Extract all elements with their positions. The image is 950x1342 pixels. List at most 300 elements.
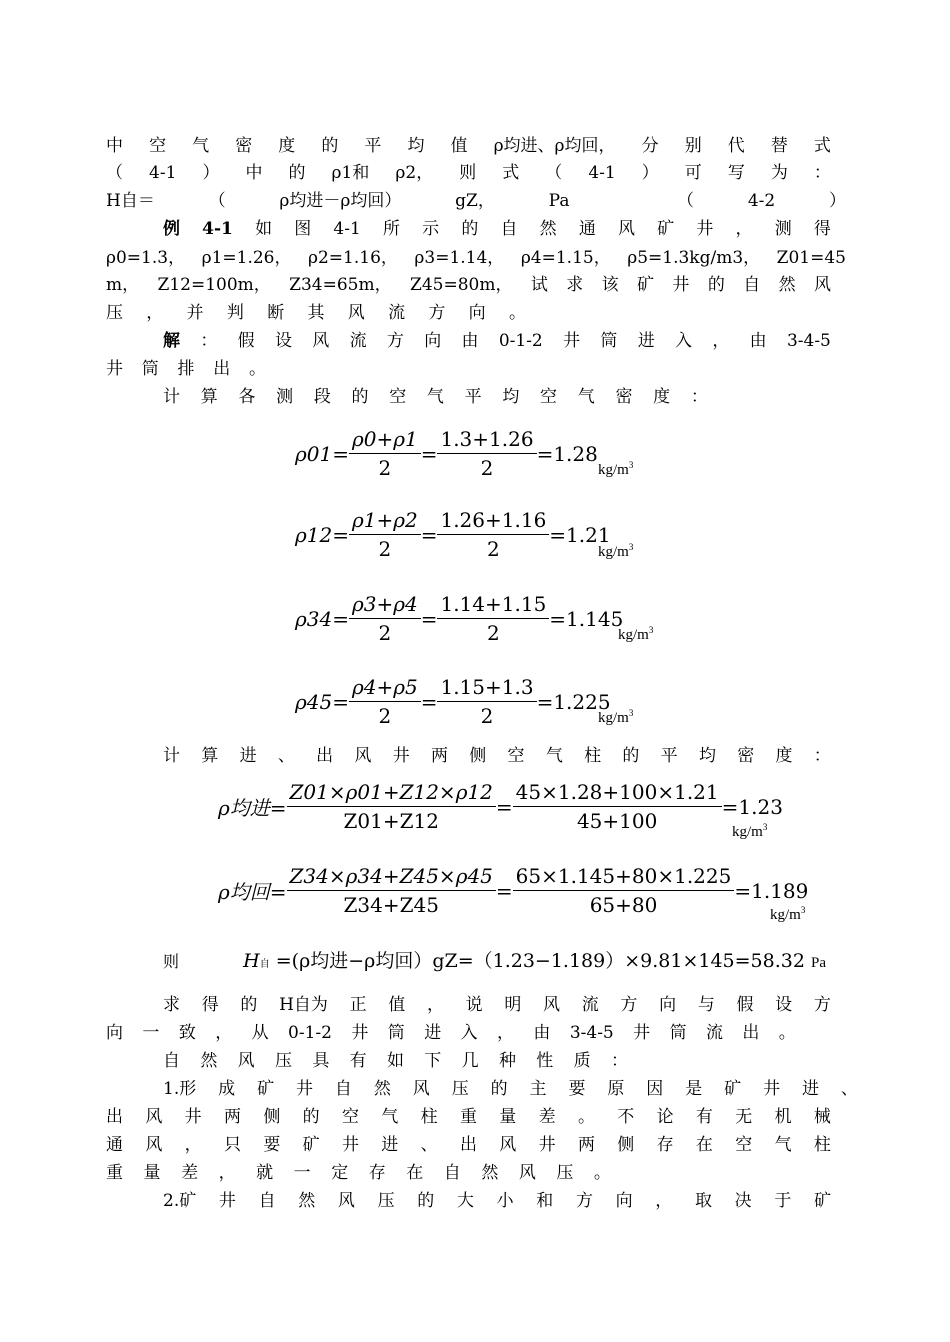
text-token: 风: [813, 275, 831, 295]
text-token: 求: [163, 995, 180, 1015]
text-line: [163, 1050, 628, 1072]
text-token: 的: [417, 1191, 435, 1211]
text-token: ρ3=1.14，: [414, 248, 505, 268]
text-token: ρ1=1.26，: [201, 248, 292, 268]
text-token: 成: [218, 1079, 236, 1099]
fraction: [513, 862, 735, 919]
text-token: 具: [312, 1051, 330, 1071]
text-token: ，: [655, 1191, 673, 1211]
equation-rho12: [295, 506, 611, 563]
text-token: 度: [775, 746, 793, 766]
fraction: [437, 506, 549, 563]
fraction-denominator: 2: [480, 456, 494, 480]
text-token: 井: [218, 1191, 236, 1211]
text-token: 的: [707, 275, 725, 295]
text-token: 方: [813, 995, 831, 1015]
example-heading-line: [163, 218, 831, 240]
text-token: 是: [685, 1079, 703, 1099]
fraction-denominator: 2: [378, 456, 392, 480]
equation-rho-out: [218, 862, 808, 919]
fraction: [287, 862, 496, 919]
fraction: [437, 425, 536, 482]
text-token: 矿: [257, 1079, 275, 1099]
equation-result: =1.225: [536, 689, 611, 714]
text-token: 然: [778, 275, 796, 295]
text-token: 算: [201, 746, 219, 766]
text-line: [163, 386, 708, 408]
fraction-numerator: ρ1+ρ2: [349, 506, 421, 535]
equation-rho-in: [218, 778, 783, 835]
text-token: 4-1: [333, 219, 361, 239]
text-token: 一: [293, 1163, 311, 1183]
h-body: =(ρ均进−ρ均回）gZ=（1.23−1.189）×9.81×145=58.32: [275, 950, 805, 972]
text-token: 井: [351, 1023, 369, 1043]
text-token: 空: [389, 387, 407, 407]
text-token: 然: [481, 1163, 499, 1183]
text-token: 进: [637, 331, 655, 351]
text-line: [106, 1106, 831, 1128]
text-token: 风: [145, 1135, 163, 1155]
text-token: 如: [255, 219, 273, 239]
section-heading: [163, 745, 831, 767]
text-token: 度: [278, 136, 296, 156]
text-token: 矿: [637, 275, 655, 295]
text-token: 方: [386, 331, 404, 351]
text-token: 中: [245, 163, 263, 183]
text-line: [106, 274, 831, 296]
fraction-numerator: 1.26+1.16: [437, 506, 549, 535]
text-token: ρ均进－ρ均回）: [279, 191, 402, 211]
text-token: 由: [749, 331, 767, 351]
equals-sign: =: [420, 689, 438, 714]
fraction: [287, 778, 496, 835]
text-token: 压: [377, 1191, 395, 1211]
text-token: 断: [267, 303, 285, 323]
text-token: 风: [354, 746, 372, 766]
text-token: 然: [373, 1079, 391, 1099]
unit-label: $kg/m^3$: [598, 460, 634, 478]
text-token: 向: [106, 1023, 123, 1043]
fraction-numerator: 65×1.145+80×1.225: [513, 862, 735, 891]
text-token: 进: [424, 1023, 442, 1043]
text-token: 可: [684, 163, 702, 183]
text-token: 致: [178, 1023, 196, 1043]
text-token: 风: [312, 331, 330, 351]
text-token: 筒: [600, 331, 618, 351]
text-token: 设: [274, 331, 292, 351]
fraction-denominator: Z01+Z12: [343, 809, 439, 833]
text-token: 出: [742, 1023, 760, 1043]
text-token: 的: [288, 163, 306, 183]
text-line: [106, 302, 526, 324]
text-token: 气: [545, 746, 563, 766]
text-token: 几: [461, 1051, 479, 1071]
text-token: 自: [163, 1051, 180, 1071]
text-token: 井: [341, 1135, 359, 1155]
equation-result: =1.21: [549, 522, 611, 547]
text-token: 值: [450, 136, 468, 156]
text-line: [163, 994, 831, 1016]
text-token: 得: [813, 219, 831, 239]
text-token: 正: [349, 995, 367, 1015]
text-token: 矿: [302, 1135, 320, 1155]
text-token: ：: [813, 163, 831, 183]
equation-result: =1.189: [734, 878, 809, 903]
equals-sign: =: [420, 522, 438, 547]
text-token: ρ4=1.15，: [520, 248, 611, 268]
text-token: 空: [735, 1135, 753, 1155]
text-token: 例: [163, 219, 180, 239]
text-token: 3-4-5: [569, 1023, 614, 1043]
text-token: 解: [163, 331, 180, 351]
text-token: 测: [276, 387, 294, 407]
text-token: 该: [601, 275, 619, 295]
text-token: 由: [461, 331, 479, 351]
text-token: 方: [620, 995, 638, 1015]
text-token: 大: [456, 1191, 474, 1211]
text-token: ，: [735, 219, 753, 239]
fraction-numerator: ρ4+ρ5: [349, 673, 421, 702]
text-token: 风: [618, 219, 635, 239]
text-token: 。: [577, 1107, 595, 1127]
text-token: ）: [828, 191, 846, 211]
text-token: ρ均进、ρ均回，: [493, 136, 616, 156]
text-token: 入: [460, 1023, 478, 1043]
text-token: Z34=65m，: [289, 275, 392, 295]
text-token: ，: [497, 1023, 514, 1043]
text-token: gZ，: [455, 191, 495, 211]
text-line: [106, 1162, 611, 1184]
equals-sign: =: [495, 878, 513, 903]
text-token: 4-1: [202, 219, 233, 239]
text-token: 筒: [141, 359, 159, 379]
equals-sign: =: [420, 441, 438, 466]
text-token: 得: [201, 995, 219, 1015]
text-token: 气: [774, 1135, 792, 1155]
h-unit: Pa: [811, 955, 826, 971]
text-token: 差: [538, 1107, 556, 1127]
equation-rho45: [295, 673, 611, 730]
text-token: 出: [106, 1107, 123, 1127]
text-token: 通: [578, 219, 596, 239]
text-token: 气: [577, 387, 595, 407]
text-token: 求: [566, 275, 584, 295]
fraction-numerator: 1.15+1.3: [437, 673, 536, 702]
text-token: （: [106, 163, 123, 183]
h-symbol: H自: [243, 950, 270, 972]
text-token: 空: [540, 387, 558, 407]
text-token: ，: [712, 331, 730, 351]
text-token: 井: [563, 331, 581, 351]
text-token: 重: [106, 1163, 123, 1183]
text-token: 柱: [584, 746, 602, 766]
text-token: 4-1: [149, 163, 177, 183]
text-token: 示: [422, 219, 440, 239]
text-token: ρ1和: [331, 163, 370, 183]
text-token: H自＝: [106, 191, 155, 211]
text-token: 量: [143, 1163, 161, 1183]
fraction-denominator: 65+80: [589, 893, 658, 917]
text-token: 中: [106, 136, 123, 156]
text-token: 计: [163, 746, 180, 766]
text-token: 式: [502, 163, 520, 183]
text-token: 段: [313, 387, 331, 407]
text-token: 其: [307, 303, 325, 323]
fraction-numerator: Z34×ρ34+Z45×ρ45: [287, 862, 496, 891]
text-token: 并: [186, 303, 204, 323]
text-token: ）: [641, 163, 659, 183]
text-token: 的: [622, 746, 640, 766]
text-token: 自: [743, 275, 761, 295]
text-token: 论: [656, 1107, 674, 1127]
text-token: 判: [226, 303, 244, 323]
text-token: 自: [443, 1163, 461, 1183]
text-token: 存: [368, 1163, 386, 1183]
text-token: 均: [502, 387, 520, 407]
text-line: [106, 162, 831, 184]
text-token: ρ5=1.3kg/m3，: [627, 248, 761, 268]
text-token: 空: [341, 1107, 359, 1127]
text-token: 试: [530, 275, 548, 295]
text-token: 通: [106, 1135, 123, 1155]
fraction-numerator: 1.14+1.15: [437, 590, 549, 619]
text-token: 别: [684, 136, 702, 156]
text-token: 械: [813, 1107, 831, 1127]
text-token: 然: [298, 1191, 316, 1211]
text-token: 定: [331, 1163, 349, 1183]
text-token: 风: [337, 1191, 355, 1211]
text-token: 自: [500, 219, 518, 239]
text-token: ）: [202, 163, 220, 183]
text-token: 取: [694, 1191, 712, 1211]
then-label: 则: [163, 952, 180, 971]
text-token: 风: [518, 1163, 536, 1183]
text-token: 有: [695, 1107, 713, 1127]
text-token: ，: [184, 1135, 202, 1155]
text-token: 决: [734, 1191, 752, 1211]
text-token: 、: [277, 746, 295, 766]
text-token: 的: [351, 387, 369, 407]
text-token: 侧: [469, 746, 487, 766]
equation-4-2-line: [106, 190, 846, 212]
text-token: 4-2: [747, 191, 776, 211]
text-token: 假: [736, 995, 754, 1015]
equation-lhs: ρ01=: [295, 441, 349, 466]
fraction-denominator: 2: [378, 704, 392, 728]
text-token: Z01=45: [776, 248, 846, 268]
text-token: 进: [801, 1079, 819, 1099]
fraction-numerator: 45×1.28+100×1.21: [513, 778, 722, 807]
text-token: 的: [461, 219, 479, 239]
text-token: 、: [840, 1079, 858, 1099]
text-token: 筒: [387, 1023, 405, 1043]
fraction-numerator: 1.3+1.26: [437, 425, 536, 454]
text-token: 向: [424, 331, 442, 351]
fraction: [349, 506, 421, 563]
text-token: 为: [770, 163, 788, 183]
text-token: 、: [420, 1135, 438, 1155]
equation-result: =1.145: [549, 606, 624, 631]
fraction-numerator: ρ3+ρ4: [349, 590, 421, 619]
text-token: 重: [459, 1107, 477, 1127]
text-token: 矿: [813, 1191, 831, 1211]
text-token: 井: [538, 1135, 556, 1155]
text-token: 小: [496, 1191, 514, 1211]
text-token: 密: [615, 387, 633, 407]
text-token: 无: [735, 1107, 753, 1127]
text-token: 矿: [724, 1079, 742, 1099]
text-token: 气: [192, 136, 210, 156]
text-token: 风: [412, 1079, 430, 1099]
text-token: （: [677, 191, 695, 211]
fraction-denominator: 2: [487, 621, 500, 645]
equation-result: =1.23: [721, 794, 783, 819]
text-token: 空: [507, 746, 525, 766]
text-token: 于: [774, 1191, 792, 1211]
text-token: m，: [106, 275, 140, 295]
text-token: 自: [258, 1191, 276, 1211]
text-token: ：: [690, 387, 708, 407]
text-token: 然: [200, 1051, 218, 1071]
equals-sign: =: [420, 606, 438, 631]
text-token: 两: [430, 746, 448, 766]
text-token: 性: [536, 1051, 554, 1071]
text-token: 分: [641, 136, 659, 156]
fraction-numerator: Z01×ρ01+Z12×ρ12: [287, 778, 496, 807]
text-token: 图: [294, 219, 312, 239]
text-token: 井: [392, 746, 410, 766]
fraction-numerator: ρ0+ρ1: [349, 425, 421, 454]
text-token: 井: [296, 1079, 313, 1099]
text-token: 种: [498, 1051, 516, 1071]
text-token: ρ2，: [395, 163, 434, 183]
text-token: 算: [200, 387, 218, 407]
equation-lhs: ρ34=: [295, 606, 349, 631]
equals-sign: =: [495, 794, 513, 819]
text-token: 2.矿: [163, 1191, 197, 1211]
text-token: 在: [406, 1163, 424, 1183]
text-token: 均: [407, 136, 425, 156]
text-token: ρ2=1.16，: [308, 248, 398, 268]
fraction-denominator: Z34+Z45: [343, 893, 439, 917]
text-token: 所: [382, 219, 400, 239]
text-token: 空: [149, 136, 167, 156]
fraction: [349, 673, 421, 730]
text-token: 进: [381, 1135, 399, 1155]
text-token: 。: [508, 303, 526, 323]
text-token: 密: [235, 136, 253, 156]
fraction: [513, 778, 722, 835]
text-token: 风: [237, 1051, 255, 1071]
text-token: 柱: [420, 1107, 438, 1127]
text-token: 3-4-5: [786, 331, 831, 351]
text-token: 压: [274, 1051, 292, 1071]
text-token: 原: [607, 1079, 625, 1099]
text-token: 有: [349, 1051, 367, 1071]
text-line: [106, 1134, 831, 1156]
text-token: 计: [163, 387, 180, 407]
text-token: 明: [504, 995, 522, 1015]
text-token: Z12=100m，: [157, 275, 271, 295]
text-token: ，: [215, 1023, 233, 1043]
text-token: 侧: [263, 1107, 281, 1127]
text-token: 机: [774, 1107, 792, 1127]
text-token: 下: [424, 1051, 442, 1071]
text-token: 只: [223, 1135, 241, 1155]
text-token: 0-1-2: [288, 1023, 332, 1043]
text-token: 出: [213, 359, 231, 379]
text-token: 向: [615, 1191, 633, 1211]
text-token: ρ0=1.3，: [106, 248, 186, 268]
equation-lhs: ρ12=: [295, 522, 349, 547]
text-token: 排: [177, 359, 195, 379]
unit-label: $kg/m^3$: [618, 625, 654, 643]
text-token: 井: [633, 1023, 651, 1043]
unit-label: $kg/m^3$: [770, 905, 806, 923]
text-token: 和: [536, 1191, 554, 1211]
text-token: 进: [239, 746, 257, 766]
text-token: 代: [727, 136, 745, 156]
text-token: 一: [142, 1023, 160, 1043]
text-token: 要: [263, 1135, 281, 1155]
text-token: 井: [763, 1079, 781, 1099]
text-token: 由: [533, 1023, 551, 1043]
text-token: 在: [695, 1135, 713, 1155]
fraction-denominator: 2: [487, 537, 500, 561]
text-token: 说: [465, 995, 483, 1015]
text-token: 要: [568, 1079, 586, 1099]
text-token: 差: [181, 1163, 199, 1183]
text-token: ，: [218, 1163, 236, 1183]
text-token: 的: [321, 136, 339, 156]
text-token: 的: [240, 995, 258, 1015]
text-token: 柱: [813, 1135, 831, 1155]
text-token: 风: [347, 303, 365, 323]
text-token: 流: [388, 303, 406, 323]
text-token: 如: [386, 1051, 404, 1071]
text-token: 量: [499, 1107, 517, 1127]
text-token: Pa: [548, 191, 570, 211]
text-token: 气: [426, 387, 444, 407]
fraction-denominator: 2: [378, 537, 392, 561]
text-token: 矿: [657, 219, 675, 239]
fraction-denominator: 2: [378, 621, 392, 645]
text-token: 与: [697, 995, 715, 1015]
text-token: 向: [659, 995, 677, 1015]
text-token: 设: [775, 995, 793, 1015]
text-line: [163, 1190, 831, 1212]
text-token: 流: [705, 1023, 723, 1043]
text-token: 侧: [617, 1135, 635, 1155]
equation-lhs: ρ均进=: [218, 796, 287, 820]
text-token: 两: [577, 1135, 595, 1155]
text-token: 就: [256, 1163, 274, 1183]
text-token: 流: [581, 995, 599, 1015]
text-token: 自: [334, 1079, 352, 1099]
text-token: （: [545, 163, 563, 183]
text-token: 气: [381, 1107, 399, 1127]
text-token: 筒: [669, 1023, 687, 1043]
text-token: 度: [653, 387, 671, 407]
text-token: 0-1-2: [498, 331, 543, 351]
text-token: 出: [316, 746, 334, 766]
text-line: [106, 358, 266, 380]
text-token: 压: [556, 1163, 574, 1183]
text-token: 1.形: [163, 1079, 197, 1099]
text-token: （: [208, 191, 226, 211]
text-token: 流: [349, 331, 367, 351]
text-token: 平: [464, 387, 482, 407]
